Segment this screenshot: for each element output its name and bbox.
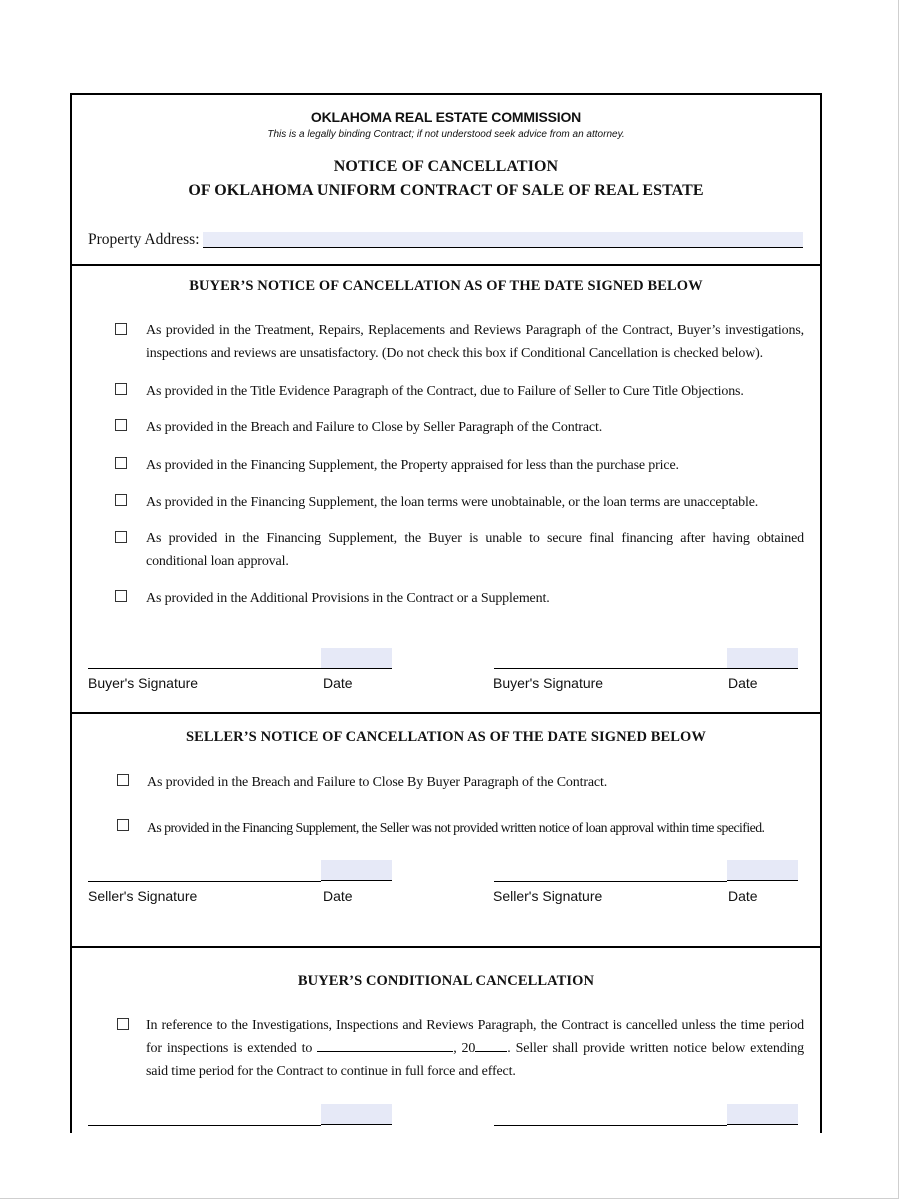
buyer-signature-line-1[interactable]: [88, 668, 321, 669]
seller-signature-line-1[interactable]: [88, 881, 321, 882]
conditional-text-part2: , 20: [453, 1041, 476, 1056]
buyer-date-label: Date: [728, 675, 758, 691]
buyer-signature-line-2[interactable]: [494, 668, 727, 669]
seller-item-text-1: As provided in the Breach and Failure to Close By Buyer Paragraph of the Contract.: [147, 775, 608, 790]
buyer-checkbox-5[interactable]: [115, 494, 127, 506]
conditional-text-part3: . Seller shall provide written notice below extending said time period for the Contract to continue in full force and effect.: [146, 1041, 805, 1079]
contract-title: OF OKLAHOMA UNIFORM CONTRACT OF SALE OF REAL ESTATE: [188, 182, 704, 199]
seller-checkbox-1[interactable]: [117, 774, 129, 786]
conditional-date-field-2[interactable]: [727, 1104, 798, 1125]
cancellation-form: [70, 93, 822, 1133]
conditional-signature-line-2[interactable]: [494, 1125, 727, 1126]
seller-date-field-1[interactable]: [321, 860, 392, 881]
buyer-item-text-3: As provided in the Breach and Failure to Close by Seller Paragraph of the Contract.: [146, 420, 603, 435]
seller-signature-line-2[interactable]: [494, 881, 727, 882]
conditional-text-part1: In reference to the Investigations, Inspections and Reviews Paragraph, the Contract is cancelled unless the time period for inspections is extended to: [146, 1018, 804, 1056]
conditional-item-text: [146, 1014, 804, 1083]
buyer-checkbox-4[interactable]: [115, 457, 127, 469]
buyer-date-field-1[interactable]: [321, 648, 392, 669]
section-divider: [72, 264, 820, 266]
buyer-item-text-7: As provided in the Additional Provisions in the Contract or a Supplement.: [146, 591, 550, 606]
buyer-item-text-5: As provided in the Financing Supplement, the loan terms were unobtainable, or the loan terms are unacceptable.: [146, 495, 759, 510]
seller-section-title: SELLER’S NOTICE OF CANCELLATION AS OF THE DATE SIGNED BELOW: [185, 729, 707, 745]
buyer-checkbox-2[interactable]: [115, 383, 127, 395]
seller-date-field-2[interactable]: [727, 860, 798, 881]
buyer-checkbox-7[interactable]: [115, 590, 127, 602]
seller-date-label: Date: [323, 888, 353, 904]
seller-checkbox-2[interactable]: [117, 819, 129, 831]
section-divider: [72, 946, 820, 948]
extension-date-field[interactable]: [317, 1039, 453, 1052]
buyer-item-text-1: As provided in the Treatment, Repairs, Replacements and Reviews Paragraph of the Contract, Buyer’s investigations, inspections and reviews are unsatisfactory. (Do not check this box if Conditional Cancellation is checked below).: [146, 323, 804, 361]
commission-name: OKLAHOMA REAL ESTATE COMMISSION: [310, 109, 582, 125]
buyer-date-label: Date: [323, 675, 353, 691]
buyer-section-title: BUYER’S NOTICE OF CANCELLATION AS OF THE DATE SIGNED BELOW: [189, 278, 703, 294]
buyer-item-text-4: As provided in the Financing Supplement, the Property appraised for less than the purchase price.: [146, 458, 679, 473]
buyer-item-text-6: As provided in the Financing Supplement, the Buyer is unable to secure final financing after having obtained conditional loan approval.: [146, 531, 804, 569]
section-divider: [72, 712, 820, 714]
buyer-checkbox-3[interactable]: [115, 419, 127, 431]
legal-disclaimer: This is a legally binding Contract; if not understood seek advice from an attorney.: [267, 129, 625, 140]
seller-signature-label: Seller's Signature: [88, 888, 198, 904]
property-address-field[interactable]: [203, 232, 803, 248]
buyer-checkbox-1[interactable]: [115, 323, 127, 335]
conditional-checkbox[interactable]: [117, 1018, 129, 1030]
notice-title: NOTICE OF CANCELLATION: [333, 158, 559, 175]
buyer-item-text-2: As provided in the Title Evidence Paragraph of the Contract, due to Failure of Seller to Cure Title Objections.: [146, 384, 744, 399]
conditional-date-field-1[interactable]: [321, 1104, 392, 1125]
buyer-signature-label: Buyer's Signature: [88, 675, 199, 691]
buyer-signature-label: Buyer's Signature: [493, 675, 604, 691]
seller-signature-label: Seller's Signature: [493, 888, 603, 904]
conditional-signature-line-1[interactable]: [88, 1125, 321, 1126]
buyer-checkbox-6[interactable]: [115, 531, 127, 543]
property-address-label: Property Address:: [88, 231, 200, 248]
extension-year-field[interactable]: [475, 1039, 507, 1052]
conditional-section-title: BUYER’S CONDITIONAL CANCELLATION: [297, 973, 595, 989]
buyer-date-field-2[interactable]: [727, 648, 798, 669]
seller-date-label: Date: [728, 888, 758, 904]
seller-item-text-2: As provided in the Financing Supplement, the Seller was not provided written notice of loan approval within time specified.: [147, 820, 765, 835]
